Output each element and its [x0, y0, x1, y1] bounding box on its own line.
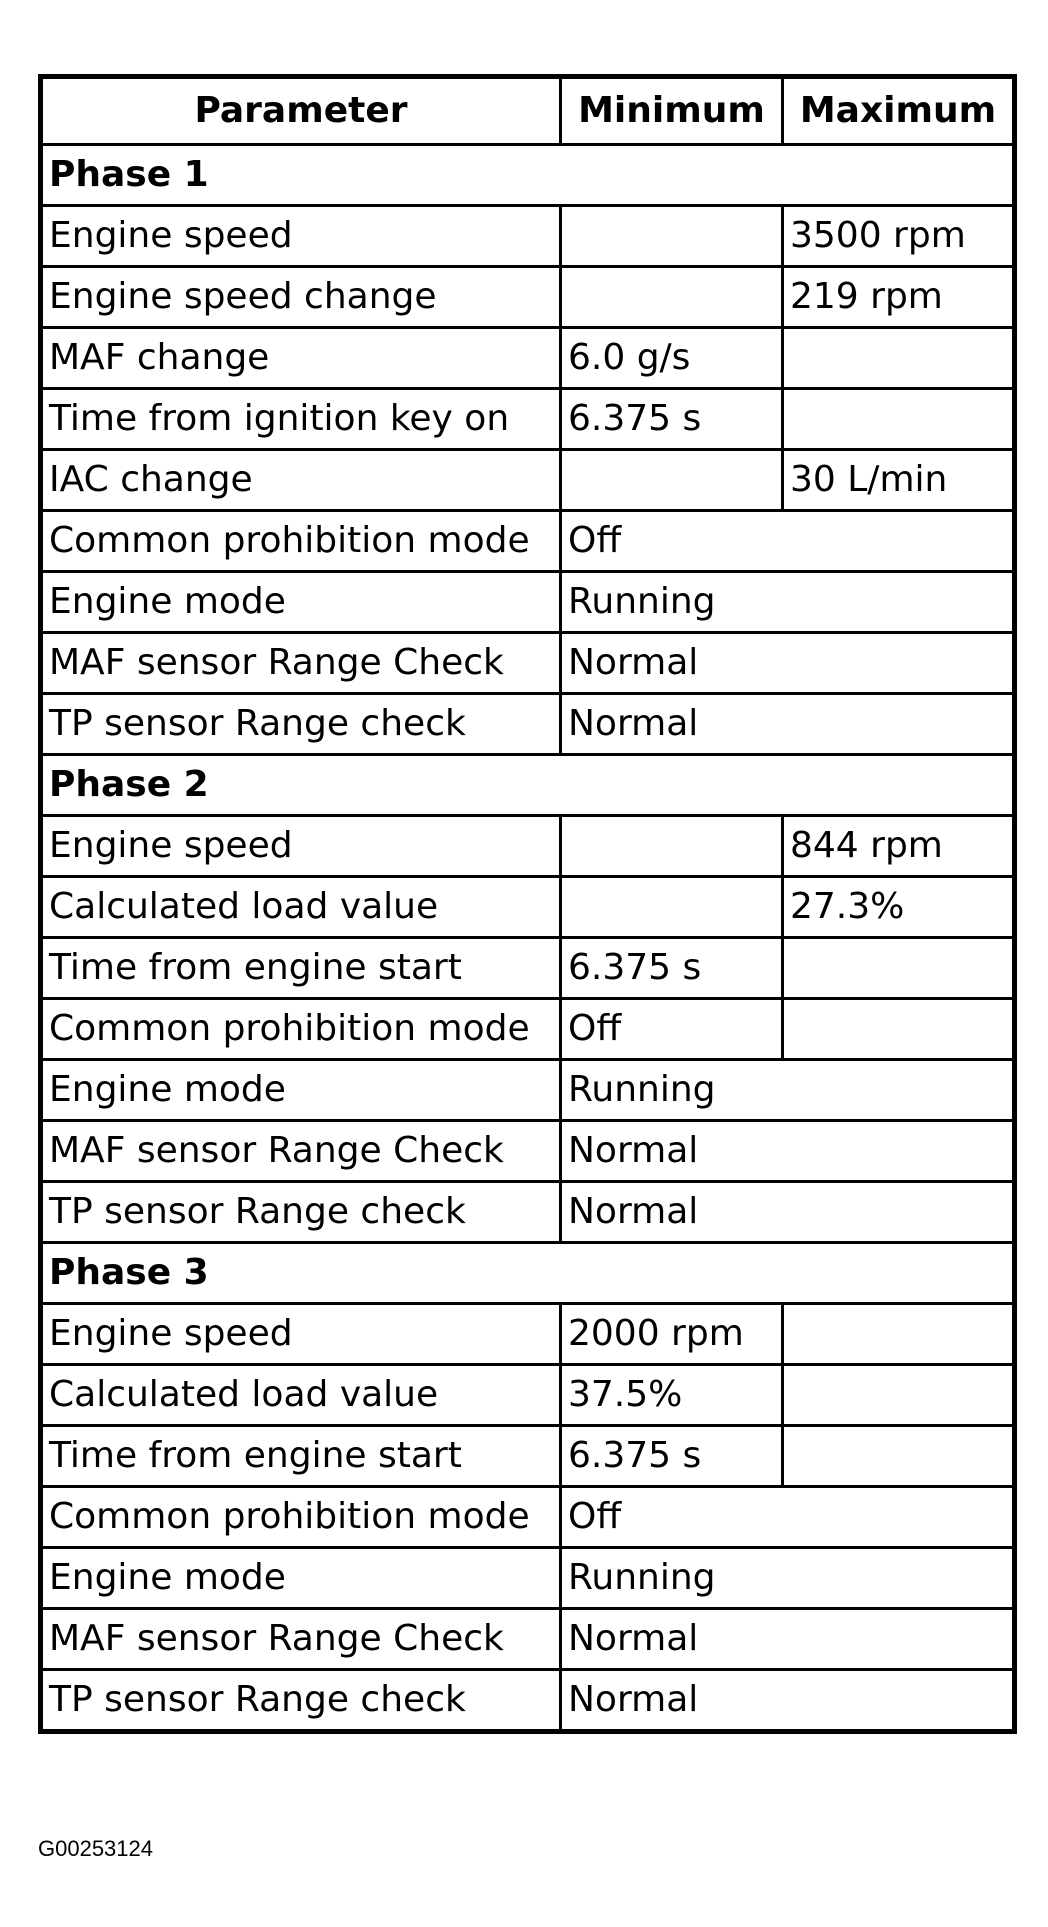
- table-row: [41, 1182, 1015, 1243]
- table-row: [41, 328, 1015, 389]
- header-minimum: Minimum: [561, 77, 783, 145]
- parameter-cell: MAF sensor Range Check: [41, 1121, 561, 1182]
- minimum-cell: 2000 rpm: [561, 1304, 783, 1365]
- parameter-cell: Engine speed change: [41, 267, 561, 328]
- header-maximum: Maximum: [783, 77, 1015, 145]
- parameter-cell: MAF sensor Range Check: [41, 633, 561, 694]
- table-row: [41, 572, 1015, 633]
- value-cell: Normal: [561, 1609, 1015, 1670]
- table-row: [41, 877, 1015, 938]
- phase-row: [41, 1243, 1015, 1304]
- table-row: [41, 1609, 1015, 1670]
- value-cell: Normal: [561, 1182, 1015, 1243]
- header-row: [41, 77, 1015, 145]
- minimum-cell: [561, 267, 783, 328]
- minimum-cell: 37.5%: [561, 1365, 783, 1426]
- parameter-cell: TP sensor Range check: [41, 1182, 561, 1243]
- parameter-cell: Time from ignition key on: [41, 389, 561, 450]
- parameter-cell: Engine speed: [41, 206, 561, 267]
- table-row: [41, 389, 1015, 450]
- minimum-cell: [561, 877, 783, 938]
- value-cell: Normal: [561, 1670, 1015, 1732]
- table-row: [41, 450, 1015, 511]
- table-row: [41, 511, 1015, 572]
- table-row: [41, 1426, 1015, 1487]
- phase-title: Phase 1: [41, 145, 1015, 206]
- value-cell: Normal: [561, 1121, 1015, 1182]
- parameter-cell: Common prohibition mode: [41, 511, 561, 572]
- parameter-cell: Engine mode: [41, 572, 561, 633]
- parameter-cell: Engine speed: [41, 816, 561, 877]
- table-row: [41, 938, 1015, 999]
- table-row: [41, 633, 1015, 694]
- parameter-cell: MAF change: [41, 328, 561, 389]
- table-row: [41, 1121, 1015, 1182]
- table-row: [41, 694, 1015, 755]
- header-parameter: Parameter: [41, 77, 561, 145]
- parameter-cell: Time from engine start: [41, 938, 561, 999]
- phase-title: Phase 3: [41, 1243, 1015, 1304]
- value-cell: Normal: [561, 694, 1015, 755]
- table-row: [41, 1548, 1015, 1609]
- minimum-cell: 6.375 s: [561, 1426, 783, 1487]
- maximum-cell: [783, 938, 1015, 999]
- table-row: [41, 1060, 1015, 1121]
- maximum-cell: [783, 389, 1015, 450]
- maximum-cell: 3500 rpm: [783, 206, 1015, 267]
- parameters-table: [38, 74, 1017, 1734]
- parameter-cell: Calculated load value: [41, 1365, 561, 1426]
- parameter-cell: Common prohibition mode: [41, 1487, 561, 1548]
- maximum-cell: [783, 1304, 1015, 1365]
- minimum-cell: Off: [561, 999, 783, 1060]
- value-cell: Off: [561, 1487, 1015, 1548]
- phase-title: Phase 2: [41, 755, 1015, 816]
- parameter-cell: Time from engine start: [41, 1426, 561, 1487]
- value-cell: Running: [561, 1548, 1015, 1609]
- parameter-cell: Calculated load value: [41, 877, 561, 938]
- table-row: [41, 267, 1015, 328]
- parameter-cell: TP sensor Range check: [41, 694, 561, 755]
- table-row: [41, 206, 1015, 267]
- parameter-cell: TP sensor Range check: [41, 1670, 561, 1732]
- value-cell: Off: [561, 511, 1015, 572]
- maximum-cell: [783, 1365, 1015, 1426]
- table-row: [41, 1304, 1015, 1365]
- table-body: [41, 145, 1015, 1732]
- value-cell: Running: [561, 1060, 1015, 1121]
- minimum-cell: [561, 816, 783, 877]
- table-row: [41, 1365, 1015, 1426]
- maximum-cell: 219 rpm: [783, 267, 1015, 328]
- minimum-cell: [561, 450, 783, 511]
- table-row: [41, 999, 1015, 1060]
- maximum-cell: [783, 1426, 1015, 1487]
- parameter-cell: Engine speed: [41, 1304, 561, 1365]
- maximum-cell: [783, 999, 1015, 1060]
- minimum-cell: 6.375 s: [561, 938, 783, 999]
- parameter-cell: Engine mode: [41, 1548, 561, 1609]
- maximum-cell: [783, 328, 1015, 389]
- parameter-cell: Common prohibition mode: [41, 999, 561, 1060]
- minimum-cell: 6.0 g/s: [561, 328, 783, 389]
- minimum-cell: [561, 206, 783, 267]
- table-row: [41, 816, 1015, 877]
- minimum-cell: 6.375 s: [561, 389, 783, 450]
- phase-row: [41, 145, 1015, 206]
- image-code: G00253124: [38, 1836, 153, 1861]
- table-row: [41, 1670, 1015, 1732]
- value-cell: Normal: [561, 633, 1015, 694]
- maximum-cell: 30 L/min: [783, 450, 1015, 511]
- maximum-cell: 844 rpm: [783, 816, 1015, 877]
- table-row: [41, 1487, 1015, 1548]
- value-cell: Running: [561, 572, 1015, 633]
- phase-row: [41, 755, 1015, 816]
- parameter-cell: Engine mode: [41, 1060, 561, 1121]
- maximum-cell: 27.3%: [783, 877, 1015, 938]
- parameter-cell: IAC change: [41, 450, 561, 511]
- parameter-cell: MAF sensor Range Check: [41, 1609, 561, 1670]
